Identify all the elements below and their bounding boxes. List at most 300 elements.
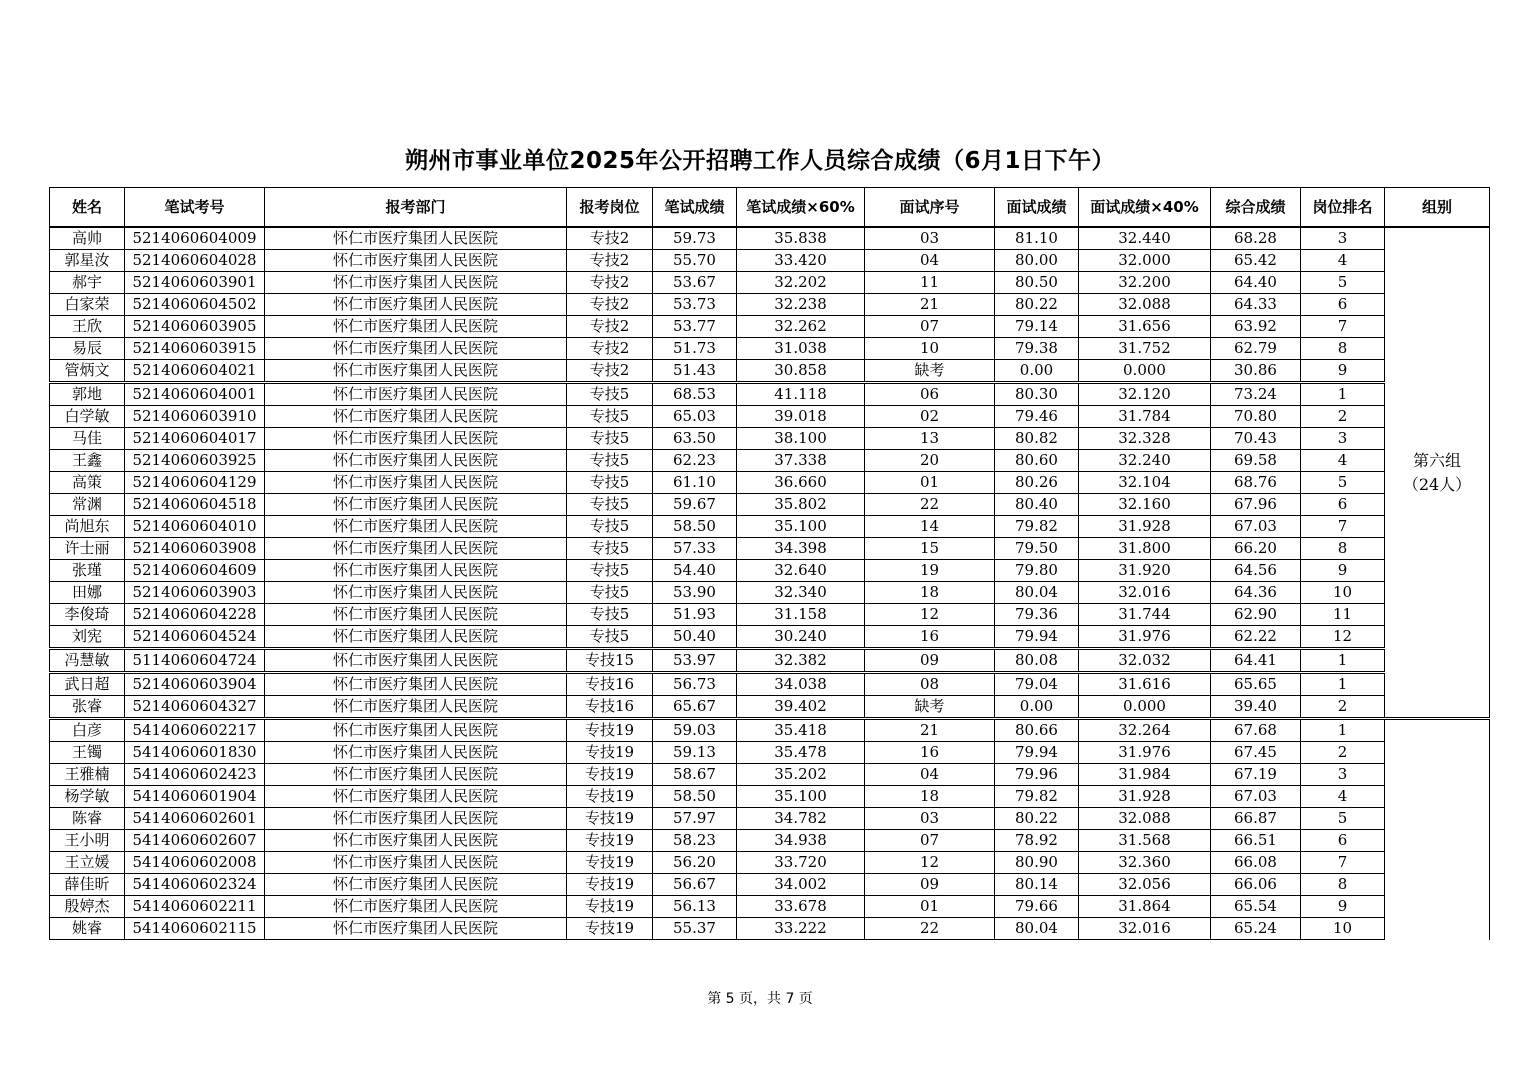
cell-department: 怀仁市医疗集团人民医院 bbox=[265, 294, 567, 316]
cell-position-rank: 5 bbox=[1301, 272, 1385, 294]
cell-position-rank: 5 bbox=[1301, 808, 1385, 830]
cell-exam-number: 5214060604228 bbox=[125, 604, 265, 626]
cell-interview-order: 15 bbox=[865, 538, 995, 560]
cell-department: 怀仁市医疗集团人民医院 bbox=[265, 786, 567, 808]
cell-exam-number: 5214060604327 bbox=[125, 696, 265, 719]
group-cell bbox=[1385, 719, 1490, 940]
cell-position-rank: 12 bbox=[1301, 626, 1385, 649]
cell-name: 杨学敏 bbox=[50, 786, 125, 808]
cell-written-score: 53.67 bbox=[653, 272, 737, 294]
cell-interview-score: 80.22 bbox=[995, 808, 1079, 830]
cell-name: 李俊琦 bbox=[50, 604, 125, 626]
cell-written-60pct: 34.002 bbox=[737, 874, 865, 896]
cell-interview-order: 13 bbox=[865, 428, 995, 450]
cell-written-60pct: 41.118 bbox=[737, 383, 865, 406]
cell-total-score: 70.80 bbox=[1211, 406, 1301, 428]
cell-interview-order: 19 bbox=[865, 560, 995, 582]
cell-exam-number: 5214060604001 bbox=[125, 383, 265, 406]
cell-exam-number: 5214060604021 bbox=[125, 360, 265, 383]
cell-written-60pct: 33.678 bbox=[737, 896, 865, 918]
cell-written-60pct: 31.038 bbox=[737, 338, 865, 360]
cell-interview-score: 80.50 bbox=[995, 272, 1079, 294]
cell-interview-40pct: 32.088 bbox=[1079, 808, 1211, 830]
cell-department: 怀仁市医疗集团人民医院 bbox=[265, 272, 567, 294]
cell-written-60pct: 31.158 bbox=[737, 604, 865, 626]
cell-written-score: 51.43 bbox=[653, 360, 737, 383]
cell-interview-score: 79.96 bbox=[995, 764, 1079, 786]
cell-position-rank: 3 bbox=[1301, 764, 1385, 786]
column-header-total-score: 综合成绩 bbox=[1211, 188, 1301, 228]
cell-position: 专技5 bbox=[567, 450, 653, 472]
table-row bbox=[50, 538, 1490, 560]
cell-name: 高帅 bbox=[50, 227, 125, 250]
cell-position: 专技5 bbox=[567, 604, 653, 626]
cell-exam-number: 5214060604010 bbox=[125, 516, 265, 538]
cell-interview-order: 缺考 bbox=[865, 696, 995, 719]
table-row bbox=[50, 852, 1490, 874]
cell-position: 专技5 bbox=[567, 428, 653, 450]
cell-department: 怀仁市医疗集团人民医院 bbox=[265, 874, 567, 896]
cell-position: 专技19 bbox=[567, 874, 653, 896]
cell-total-score: 66.20 bbox=[1211, 538, 1301, 560]
cell-position-rank: 6 bbox=[1301, 294, 1385, 316]
cell-interview-order: 22 bbox=[865, 918, 995, 940]
cell-exam-number: 5414060601904 bbox=[125, 786, 265, 808]
cell-name: 马佳 bbox=[50, 428, 125, 450]
cell-written-60pct: 34.038 bbox=[737, 673, 865, 696]
cell-written-60pct: 34.398 bbox=[737, 538, 865, 560]
cell-interview-score: 80.82 bbox=[995, 428, 1079, 450]
cell-exam-number: 5414060602115 bbox=[125, 918, 265, 940]
cell-department: 怀仁市医疗集团人民医院 bbox=[265, 852, 567, 874]
cell-position: 专技19 bbox=[567, 852, 653, 874]
cell-exam-number: 5414060602423 bbox=[125, 764, 265, 786]
table-row bbox=[50, 516, 1490, 538]
cell-department: 怀仁市医疗集团人民医院 bbox=[265, 538, 567, 560]
cell-interview-40pct: 31.984 bbox=[1079, 764, 1211, 786]
cell-total-score: 68.76 bbox=[1211, 472, 1301, 494]
cell-position: 专技2 bbox=[567, 360, 653, 383]
cell-written-score: 59.73 bbox=[653, 227, 737, 250]
cell-name: 郭地 bbox=[50, 383, 125, 406]
cell-interview-order: 16 bbox=[865, 742, 995, 764]
cell-interview-score: 0.00 bbox=[995, 360, 1079, 383]
cell-interview-40pct: 32.056 bbox=[1079, 874, 1211, 896]
cell-written-60pct: 32.640 bbox=[737, 560, 865, 582]
column-header-interview-order: 面试序号 bbox=[865, 188, 995, 228]
cell-exam-number: 5414060602601 bbox=[125, 808, 265, 830]
cell-name: 王镯 bbox=[50, 742, 125, 764]
cell-written-score: 56.67 bbox=[653, 874, 737, 896]
cell-written-60pct: 38.100 bbox=[737, 428, 865, 450]
cell-total-score: 66.51 bbox=[1211, 830, 1301, 852]
cell-written-score: 55.37 bbox=[653, 918, 737, 940]
page-title: 朔州市事业单位2025年公开招聘工作人员综合成绩（6月1日下午） bbox=[404, 148, 1116, 174]
cell-written-60pct: 32.382 bbox=[737, 649, 865, 673]
table-row bbox=[50, 719, 1490, 742]
table-row bbox=[50, 649, 1490, 673]
cell-exam-number: 5214060604502 bbox=[125, 294, 265, 316]
table-row bbox=[50, 918, 1490, 940]
table-row bbox=[50, 786, 1490, 808]
cell-department: 怀仁市医疗集团人民医院 bbox=[265, 338, 567, 360]
cell-interview-order: 03 bbox=[865, 808, 995, 830]
table-row bbox=[50, 338, 1490, 360]
cell-total-score: 67.45 bbox=[1211, 742, 1301, 764]
cell-position: 专技5 bbox=[567, 494, 653, 516]
cell-position-rank: 6 bbox=[1301, 494, 1385, 516]
cell-department: 怀仁市医疗集团人民医院 bbox=[265, 516, 567, 538]
cell-position-rank: 1 bbox=[1301, 719, 1385, 742]
cell-interview-order: 11 bbox=[865, 272, 995, 294]
cell-exam-number: 5414060602008 bbox=[125, 852, 265, 874]
cell-written-60pct: 35.802 bbox=[737, 494, 865, 516]
cell-written-60pct: 30.858 bbox=[737, 360, 865, 383]
cell-department: 怀仁市医疗集团人民医院 bbox=[265, 719, 567, 742]
cell-total-score: 64.56 bbox=[1211, 560, 1301, 582]
cell-total-score: 65.54 bbox=[1211, 896, 1301, 918]
cell-exam-number: 5214060604017 bbox=[125, 428, 265, 450]
cell-written-60pct: 32.262 bbox=[737, 316, 865, 338]
cell-written-score: 62.23 bbox=[653, 450, 737, 472]
cell-department: 怀仁市医疗集团人民医院 bbox=[265, 673, 567, 696]
cell-department: 怀仁市医疗集团人民医院 bbox=[265, 360, 567, 383]
cell-name: 郭星汝 bbox=[50, 250, 125, 272]
cell-exam-number: 5214060603910 bbox=[125, 406, 265, 428]
table-row bbox=[50, 294, 1490, 316]
cell-exam-number: 5214060603904 bbox=[125, 673, 265, 696]
page-footer: 第 5 页，共 7 页 bbox=[707, 991, 813, 1007]
cell-exam-number: 5214060603905 bbox=[125, 316, 265, 338]
cell-interview-score: 80.30 bbox=[995, 383, 1079, 406]
cell-interview-order: 07 bbox=[865, 830, 995, 852]
cell-total-score: 70.43 bbox=[1211, 428, 1301, 450]
cell-written-score: 63.50 bbox=[653, 428, 737, 450]
cell-interview-order: 21 bbox=[865, 719, 995, 742]
table-row bbox=[50, 808, 1490, 830]
cell-written-score: 50.40 bbox=[653, 626, 737, 649]
cell-name: 郝宇 bbox=[50, 272, 125, 294]
cell-interview-score: 79.82 bbox=[995, 786, 1079, 808]
table-row bbox=[50, 764, 1490, 786]
cell-name: 殷婷杰 bbox=[50, 896, 125, 918]
cell-interview-40pct: 31.744 bbox=[1079, 604, 1211, 626]
cell-position-rank: 9 bbox=[1301, 360, 1385, 383]
cell-interview-score: 80.26 bbox=[995, 472, 1079, 494]
cell-department: 怀仁市医疗集团人民医院 bbox=[265, 896, 567, 918]
cell-interview-score: 79.50 bbox=[995, 538, 1079, 560]
cell-name: 高策 bbox=[50, 472, 125, 494]
cell-department: 怀仁市医疗集团人民医院 bbox=[265, 450, 567, 472]
cell-position-rank: 4 bbox=[1301, 250, 1385, 272]
cell-interview-score: 79.94 bbox=[995, 742, 1079, 764]
cell-position: 专技2 bbox=[567, 338, 653, 360]
table-row bbox=[50, 830, 1490, 852]
cell-written-score: 54.40 bbox=[653, 560, 737, 582]
cell-interview-order: 22 bbox=[865, 494, 995, 516]
cell-exam-number: 5214060603925 bbox=[125, 450, 265, 472]
cell-written-score: 56.13 bbox=[653, 896, 737, 918]
cell-written-60pct: 35.202 bbox=[737, 764, 865, 786]
cell-department: 怀仁市医疗集团人民医院 bbox=[265, 383, 567, 406]
table-row bbox=[50, 272, 1490, 294]
cell-total-score: 67.03 bbox=[1211, 786, 1301, 808]
cell-department: 怀仁市医疗集团人民医院 bbox=[265, 428, 567, 450]
cell-interview-40pct: 31.656 bbox=[1079, 316, 1211, 338]
cell-interview-order: 04 bbox=[865, 764, 995, 786]
cell-interview-40pct: 31.752 bbox=[1079, 338, 1211, 360]
cell-interview-40pct: 32.088 bbox=[1079, 294, 1211, 316]
cell-name: 王立媛 bbox=[50, 852, 125, 874]
column-header-exam-number: 笔试考号 bbox=[125, 188, 265, 228]
cell-name: 薛佳昕 bbox=[50, 874, 125, 896]
cell-written-score: 59.03 bbox=[653, 719, 737, 742]
group-label: 第六组 bbox=[1412, 450, 1461, 470]
cell-position-rank: 2 bbox=[1301, 696, 1385, 719]
cell-written-score: 53.77 bbox=[653, 316, 737, 338]
cell-position-rank: 5 bbox=[1301, 472, 1385, 494]
cell-written-score: 53.97 bbox=[653, 649, 737, 673]
cell-exam-number: 5414060602211 bbox=[125, 896, 265, 918]
cell-position: 专技5 bbox=[567, 406, 653, 428]
cell-interview-order: 18 bbox=[865, 786, 995, 808]
cell-total-score: 73.24 bbox=[1211, 383, 1301, 406]
column-header-interview-score: 面试成绩 bbox=[995, 188, 1079, 228]
cell-interview-40pct: 31.568 bbox=[1079, 830, 1211, 852]
cell-interview-40pct: 0.000 bbox=[1079, 360, 1211, 383]
cell-total-score: 66.08 bbox=[1211, 852, 1301, 874]
cell-interview-score: 79.66 bbox=[995, 896, 1079, 918]
cell-interview-40pct: 32.440 bbox=[1079, 227, 1211, 250]
cell-written-60pct: 34.782 bbox=[737, 808, 865, 830]
cell-total-score: 66.87 bbox=[1211, 808, 1301, 830]
cell-written-score: 55.70 bbox=[653, 250, 737, 272]
cell-written-60pct: 32.202 bbox=[737, 272, 865, 294]
cell-name: 刘宪 bbox=[50, 626, 125, 649]
cell-interview-score: 80.14 bbox=[995, 874, 1079, 896]
cell-department: 怀仁市医疗集团人民医院 bbox=[265, 696, 567, 719]
cell-position-rank: 2 bbox=[1301, 406, 1385, 428]
cell-name: 易辰 bbox=[50, 338, 125, 360]
cell-position: 专技19 bbox=[567, 896, 653, 918]
cell-total-score: 67.19 bbox=[1211, 764, 1301, 786]
cell-interview-order: 02 bbox=[865, 406, 995, 428]
table-row bbox=[50, 560, 1490, 582]
cell-interview-score: 80.22 bbox=[995, 294, 1079, 316]
cell-written-60pct: 33.720 bbox=[737, 852, 865, 874]
cell-written-score: 53.90 bbox=[653, 582, 737, 604]
cell-interview-order: 20 bbox=[865, 450, 995, 472]
cell-name: 王雅楠 bbox=[50, 764, 125, 786]
cell-name: 王小明 bbox=[50, 830, 125, 852]
cell-interview-40pct: 31.616 bbox=[1079, 673, 1211, 696]
cell-department: 怀仁市医疗集团人民医院 bbox=[265, 742, 567, 764]
cell-exam-number: 5214060603901 bbox=[125, 272, 265, 294]
cell-position: 专技19 bbox=[567, 764, 653, 786]
cell-interview-40pct: 32.328 bbox=[1079, 428, 1211, 450]
cell-position: 专技19 bbox=[567, 918, 653, 940]
cell-interview-40pct: 32.200 bbox=[1079, 272, 1211, 294]
cell-interview-order: 06 bbox=[865, 383, 995, 406]
cell-interview-order: 12 bbox=[865, 852, 995, 874]
cell-position: 专技5 bbox=[567, 582, 653, 604]
cell-written-60pct: 34.938 bbox=[737, 830, 865, 852]
cell-name: 姚睿 bbox=[50, 918, 125, 940]
cell-exam-number: 5214060604609 bbox=[125, 560, 265, 582]
cell-exam-number: 5214060604028 bbox=[125, 250, 265, 272]
cell-written-score: 68.53 bbox=[653, 383, 737, 406]
cell-written-score: 56.20 bbox=[653, 852, 737, 874]
cell-interview-score: 80.90 bbox=[995, 852, 1079, 874]
cell-exam-number: 5214060603903 bbox=[125, 582, 265, 604]
cell-position-rank: 6 bbox=[1301, 830, 1385, 852]
cell-position: 专技5 bbox=[567, 626, 653, 649]
cell-position-rank: 9 bbox=[1301, 560, 1385, 582]
cell-position: 专技2 bbox=[567, 294, 653, 316]
cell-name: 王鑫 bbox=[50, 450, 125, 472]
cell-exam-number: 5214060604129 bbox=[125, 472, 265, 494]
table-row bbox=[50, 604, 1490, 626]
cell-interview-40pct: 31.928 bbox=[1079, 786, 1211, 808]
cell-position: 专技5 bbox=[567, 516, 653, 538]
cell-position-rank: 11 bbox=[1301, 604, 1385, 626]
cell-interview-40pct: 32.160 bbox=[1079, 494, 1211, 516]
cell-interview-40pct: 32.120 bbox=[1079, 383, 1211, 406]
cell-written-score: 65.03 bbox=[653, 406, 737, 428]
cell-interview-score: 78.92 bbox=[995, 830, 1079, 852]
cell-department: 怀仁市医疗集团人民医院 bbox=[265, 250, 567, 272]
cell-interview-score: 79.36 bbox=[995, 604, 1079, 626]
cell-department: 怀仁市医疗集团人民医院 bbox=[265, 406, 567, 428]
cell-position: 专技2 bbox=[567, 250, 653, 272]
cell-interview-40pct: 32.000 bbox=[1079, 250, 1211, 272]
cell-position-rank: 1 bbox=[1301, 649, 1385, 673]
cell-position-rank: 3 bbox=[1301, 428, 1385, 450]
cell-position: 专技16 bbox=[567, 673, 653, 696]
cell-interview-40pct: 32.032 bbox=[1079, 649, 1211, 673]
cell-written-60pct: 32.238 bbox=[737, 294, 865, 316]
table-row bbox=[50, 896, 1490, 918]
cell-interview-order: 12 bbox=[865, 604, 995, 626]
cell-position-rank: 2 bbox=[1301, 742, 1385, 764]
cell-exam-number: 5414060602217 bbox=[125, 719, 265, 742]
cell-written-60pct: 32.340 bbox=[737, 582, 865, 604]
cell-position: 专技19 bbox=[567, 742, 653, 764]
cell-written-score: 57.97 bbox=[653, 808, 737, 830]
cell-interview-40pct: 32.104 bbox=[1079, 472, 1211, 494]
cell-department: 怀仁市医疗集团人民医院 bbox=[265, 472, 567, 494]
cell-department: 怀仁市医疗集团人民医院 bbox=[265, 626, 567, 649]
column-header-position: 报考岗位 bbox=[567, 188, 653, 228]
cell-department: 怀仁市医疗集团人民医院 bbox=[265, 604, 567, 626]
cell-exam-number: 5414060602324 bbox=[125, 874, 265, 896]
cell-position: 专技16 bbox=[567, 696, 653, 719]
cell-interview-40pct: 31.784 bbox=[1079, 406, 1211, 428]
column-header-interview-40pct: 面试成绩×40% bbox=[1079, 188, 1211, 228]
cell-interview-order: 03 bbox=[865, 227, 995, 250]
cell-interview-order: 08 bbox=[865, 673, 995, 696]
cell-exam-number: 5414060601830 bbox=[125, 742, 265, 764]
cell-written-score: 51.93 bbox=[653, 604, 737, 626]
cell-department: 怀仁市医疗集团人民医院 bbox=[265, 918, 567, 940]
cell-position: 专技19 bbox=[567, 719, 653, 742]
cell-position: 专技5 bbox=[567, 472, 653, 494]
cell-name: 许士丽 bbox=[50, 538, 125, 560]
cell-interview-order: 01 bbox=[865, 472, 995, 494]
cell-total-score: 64.33 bbox=[1211, 294, 1301, 316]
cell-name: 武日超 bbox=[50, 673, 125, 696]
cell-written-score: 57.33 bbox=[653, 538, 737, 560]
cell-name: 陈睿 bbox=[50, 808, 125, 830]
cell-position: 专技5 bbox=[567, 538, 653, 560]
cell-written-score: 65.67 bbox=[653, 696, 737, 719]
cell-interview-40pct: 0.000 bbox=[1079, 696, 1211, 719]
cell-interview-40pct: 31.800 bbox=[1079, 538, 1211, 560]
cell-interview-order: 07 bbox=[865, 316, 995, 338]
cell-total-score: 66.06 bbox=[1211, 874, 1301, 896]
cell-interview-40pct: 32.264 bbox=[1079, 719, 1211, 742]
cell-interview-order: 09 bbox=[865, 874, 995, 896]
cell-name: 尚旭东 bbox=[50, 516, 125, 538]
cell-department: 怀仁市医疗集团人民医院 bbox=[265, 649, 567, 673]
cell-position: 专技2 bbox=[567, 316, 653, 338]
cell-total-score: 62.22 bbox=[1211, 626, 1301, 649]
cell-written-score: 53.73 bbox=[653, 294, 737, 316]
table-row bbox=[50, 742, 1490, 764]
cell-department: 怀仁市医疗集团人民医院 bbox=[265, 494, 567, 516]
cell-interview-score: 80.08 bbox=[995, 649, 1079, 673]
cell-interview-score: 79.38 bbox=[995, 338, 1079, 360]
cell-position-rank: 4 bbox=[1301, 786, 1385, 808]
column-header-name: 姓名 bbox=[50, 188, 125, 228]
cell-name: 张瑾 bbox=[50, 560, 125, 582]
cell-total-score: 64.40 bbox=[1211, 272, 1301, 294]
cell-position-rank: 7 bbox=[1301, 316, 1385, 338]
cell-position: 专技5 bbox=[567, 560, 653, 582]
table-row bbox=[50, 582, 1490, 604]
cell-interview-40pct: 32.016 bbox=[1079, 918, 1211, 940]
cell-interview-order: 01 bbox=[865, 896, 995, 918]
cell-written-60pct: 35.100 bbox=[737, 516, 865, 538]
cell-written-60pct: 36.660 bbox=[737, 472, 865, 494]
table-row bbox=[50, 360, 1490, 383]
cell-interview-score: 79.14 bbox=[995, 316, 1079, 338]
cell-written-score: 51.73 bbox=[653, 338, 737, 360]
cell-total-score: 63.92 bbox=[1211, 316, 1301, 338]
cell-written-60pct: 39.018 bbox=[737, 406, 865, 428]
cell-position: 专技2 bbox=[567, 272, 653, 294]
table-row bbox=[50, 406, 1490, 428]
table-row bbox=[50, 227, 1490, 250]
cell-written-score: 59.13 bbox=[653, 742, 737, 764]
cell-interview-order: 09 bbox=[865, 649, 995, 673]
table-header-row bbox=[50, 188, 1490, 228]
cell-interview-40pct: 31.864 bbox=[1079, 896, 1211, 918]
cell-total-score: 69.58 bbox=[1211, 450, 1301, 472]
cell-interview-40pct: 32.240 bbox=[1079, 450, 1211, 472]
cell-interview-score: 79.80 bbox=[995, 560, 1079, 582]
cell-interview-order: 16 bbox=[865, 626, 995, 649]
cell-interview-40pct: 31.920 bbox=[1079, 560, 1211, 582]
cell-position-rank: 10 bbox=[1301, 918, 1385, 940]
cell-position-rank: 10 bbox=[1301, 582, 1385, 604]
cell-total-score: 64.41 bbox=[1211, 649, 1301, 673]
cell-position: 专技19 bbox=[567, 830, 653, 852]
cell-interview-order: 21 bbox=[865, 294, 995, 316]
cell-written-score: 56.73 bbox=[653, 673, 737, 696]
cell-position-rank: 3 bbox=[1301, 227, 1385, 250]
cell-written-60pct: 30.240 bbox=[737, 626, 865, 649]
